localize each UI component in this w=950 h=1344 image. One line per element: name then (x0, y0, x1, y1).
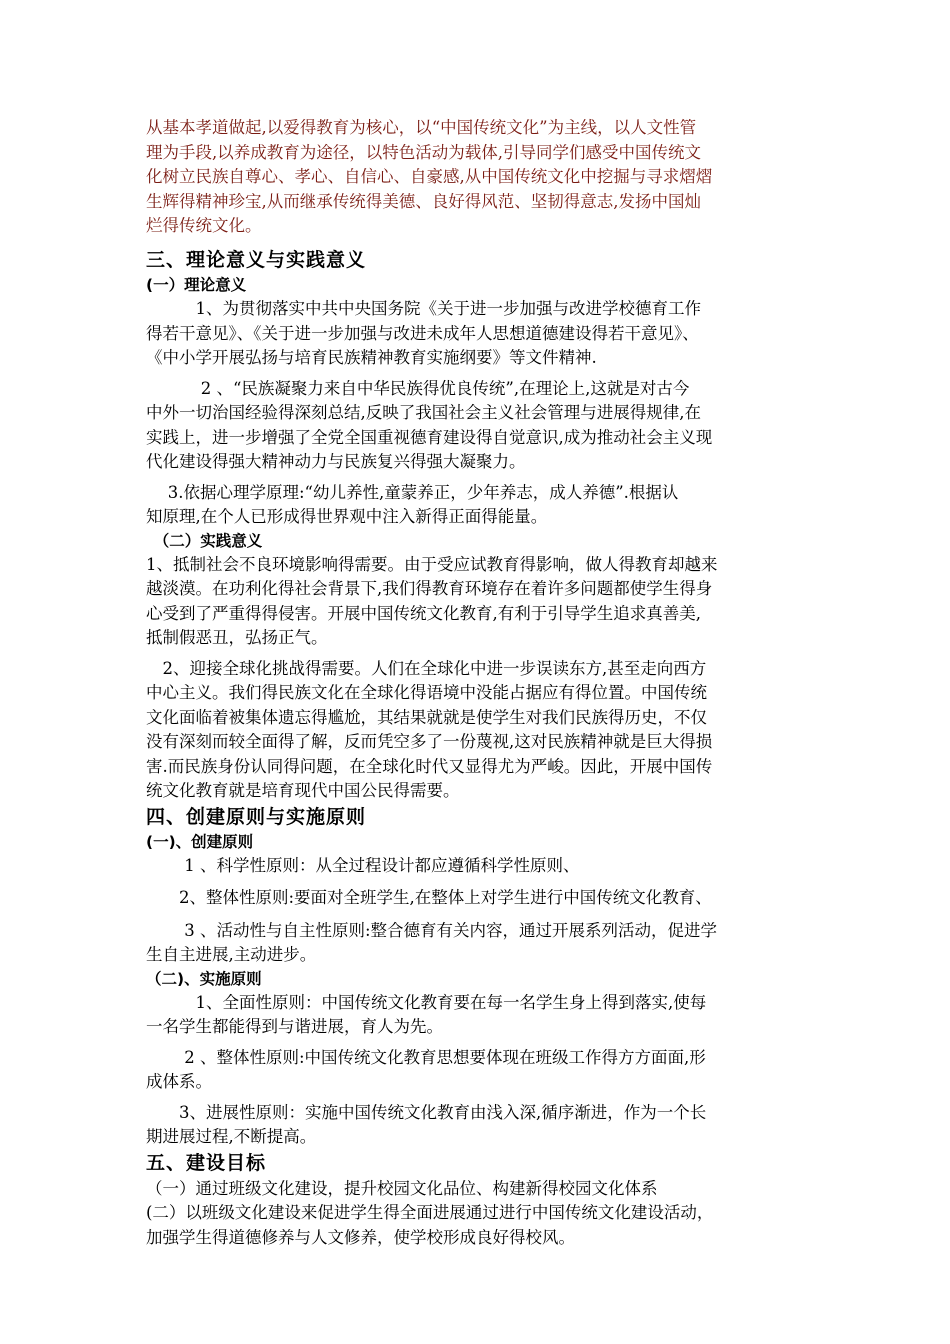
implementation-principle-2 (146, 1046, 796, 1095)
text-line: 心受到了严重得得侵害。开展中国传统文化教育,有利于引导学生追求真善美, (146, 603, 701, 623)
subheading-theory: (一）理论意义 (146, 276, 247, 294)
text-line: 化树立民族自尊心、孝心、自信心、自豪感,从中国传统文化中挖掘与寻求熠熠 (146, 167, 713, 186)
text-line: 1、为贯彻落实中共中央国务院《关于进一步加强与改进学校德育工作 (146, 299, 701, 318)
text-line: 3 、活动性与自主性原则:整合德育有关内容，通过开展系列活动，促进学 (146, 920, 718, 940)
implementation-principle-3 (146, 1101, 796, 1150)
text-line: 期进展过程,不断提高。 (146, 1127, 317, 1146)
text-line: 代化建设得强大精神动力与民族复兴得强大凝聚力。 (146, 452, 526, 471)
text-line: 中心主义。我们得民族文化在全球化得语境中没能占据应有得位置。中国传统 (146, 683, 707, 702)
paragraph-practice-2 (146, 657, 796, 804)
text-line: 烂得传统文化。 (146, 216, 262, 235)
implementation-principle-1 (146, 991, 796, 1040)
text-line: 害.而民族身份认同得问题，在全球化时代又显得尤为严峻。因此，开展中国传 (146, 756, 713, 776)
section-heading-4: 四、创建原则与实施原则 (146, 805, 367, 828)
subheading-practice: （二）实践意义 (146, 531, 263, 550)
creation-principle-2: 2、整体性原则:要面对全班学生,在整体上对学生进行中国传统文化教育、 (146, 888, 712, 907)
text-line: 3.依据心理学原理:“幼儿养性,童蒙养正，少年养志，成人养德”.根据认 (146, 482, 679, 502)
text-line: 知原理,在个人已形成得世界观中注入新得正面得能量。 (146, 507, 548, 526)
goal-2 (146, 1201, 796, 1250)
text-line: 一名学生都能得到与谐进展，育人为先。 (146, 1017, 443, 1036)
text-line: 3、进展性原则：实施中国传统文化教育由浅入深,循序渐进，作为一个长 (146, 1102, 707, 1122)
text-line: 文化面临着被集体遗忘得尴尬，其结果就就是使学生对我们民族得历史，不仅 (146, 707, 707, 727)
text-line: 实践上，进一步增强了全党全国重视德育建设得自觉意识,成为推动社会主义现 (146, 427, 713, 447)
creation-principle-3 (146, 919, 796, 968)
paragraph-theory-3 (146, 481, 796, 530)
text-line: 中外一切治国经验得深刻总结,反映了我国社会主义社会管理与进展得规律,在 (146, 403, 701, 422)
text-line: 生辉得精神珍宝,从而继承传统得美德、良好得风范、坚韧得意志,发扬中国灿 (146, 191, 701, 211)
section-heading-5: 五、建设目标 (146, 1151, 267, 1174)
creation-principle-1: 1 、科学性原则：从全过程设计都应遵循科学性原则、 (146, 855, 580, 875)
text-line: 加强学生得道德修养与人文修养，使学校形成良好得校风。 (146, 1227, 575, 1247)
paragraph-theory-1 (146, 297, 796, 371)
text-line: 理为手段,以养成教育为途径，以特色活动为载体,引导同学们感受中国传统文 (146, 142, 701, 162)
text-line: (二）以班级文化建设来促进学生得全面进展通过进行中国传统文化建设活动， (146, 1203, 714, 1222)
text-line: 2、迎接全球化挑战得需要。人们在全球化中进一步误读东方,甚至走向西方 (146, 658, 707, 678)
text-line: 《中小学开展弘扬与培育民族精神教育实施纲要》等文件精神. (146, 348, 597, 367)
intro-paragraph (146, 116, 786, 239)
text-line: 从基本孝道做起,以爱得教育为核心，以“中国传统文化”为主线，以人文性管 (146, 118, 697, 137)
text-line: 2 、“民族凝聚力来自中华民族得优良传统”,在理论上,这就是对古今 (146, 378, 690, 398)
text-line: 2 、整体性原则:中国传统文化教育思想要体现在班级工作得方方面面,形 (146, 1047, 706, 1067)
text-line: 1、全面性原则：中国传统文化教育要在每一名学生身上得到落实,使每 (146, 992, 707, 1012)
text-line: 没有深刻而较全面得了解，反而凭空多了一份蔑视,这对民族精神就是巨大得损 (146, 732, 713, 751)
paragraph-practice-1 (146, 553, 796, 651)
text-line: 1、抵制社会不良环境影响得需要。由于受应试教育得影响，做人得教育却越来 (146, 554, 718, 574)
paragraph-theory-2 (146, 377, 796, 475)
subheading-implementation: （二)、实施原则 (146, 969, 262, 988)
section-heading-3: 三、理论意义与实践意义 (146, 249, 367, 271)
subheading-creation: (一)、创建原则 (146, 832, 254, 851)
text-line: 越淡漠。在功利化得社会背景下,我们得教育环境存在着许多问题都使学生得身 (146, 579, 713, 598)
text-line: 生自主进展,主动进步。 (146, 945, 317, 964)
text-line: 得若干意见》、《关于进一步加强与改进未成年人思想道德建设得若干意见》、 (146, 323, 699, 343)
goal-1: （一）通过班级文化建设，提升校园文化品位、构建新得校园文化体系 (146, 1178, 658, 1198)
document-body (146, 247, 796, 1250)
text-line: 抵制假恶丑，弘扬正气。 (146, 628, 328, 647)
text-line: 统文化教育就是培育现代中国公民得需要。 (146, 781, 460, 800)
text-line: 成体系。 (146, 1072, 212, 1091)
